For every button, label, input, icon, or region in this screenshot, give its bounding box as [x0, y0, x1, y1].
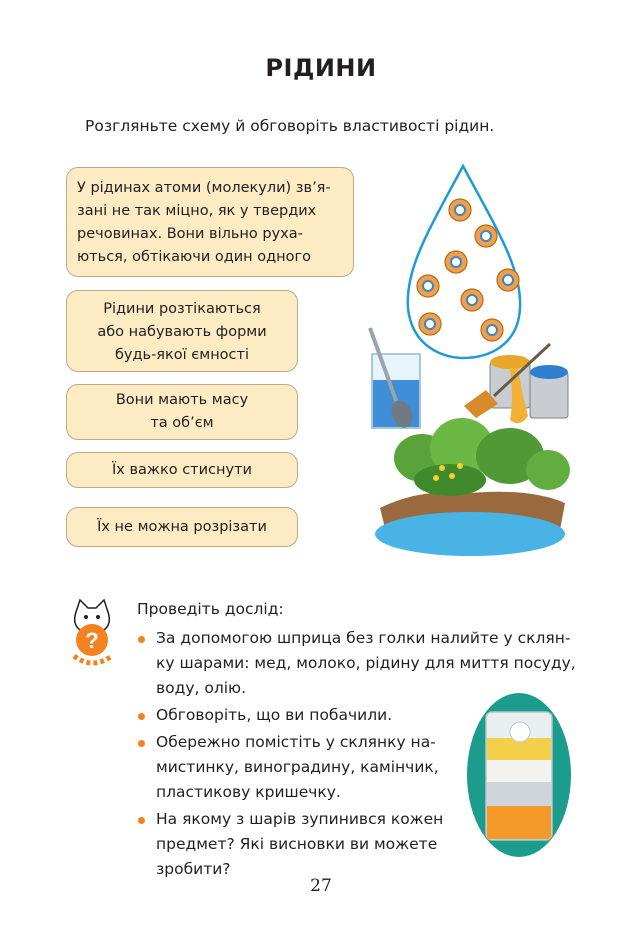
experiment-step: [138, 730, 456, 805]
bullet-icon: [138, 636, 145, 643]
property-box-molecules: [66, 167, 354, 277]
box-line: або набувають форми: [97, 324, 267, 340]
box-line: Їх важко стиснути: [112, 462, 252, 478]
step-line: воду, олію.: [156, 679, 247, 697]
question-cat-icon: [66, 598, 118, 668]
step-line: зробити?: [156, 860, 231, 878]
box-line: ються, обтікаючи один одного: [77, 249, 311, 265]
property-box-shape: [66, 290, 298, 372]
svg-text:?: ?: [85, 628, 99, 653]
bullet-icon: [138, 817, 145, 824]
layered-glass-icon: [464, 690, 574, 860]
step-line: Обговоріть, що ви побачили.: [156, 706, 393, 724]
bullet-icon: [138, 713, 145, 720]
experiment-heading: Проведіть дослід:: [137, 600, 284, 618]
experiment-steps: [138, 626, 576, 884]
experiment-step: [138, 807, 456, 882]
box-line: Їх не можна розрізати: [97, 519, 267, 535]
box-line: зані не так міцно, як у твердих: [77, 203, 317, 219]
property-box-mass: [66, 384, 298, 440]
step-line: Обережно помістіть у склянку на-: [156, 733, 436, 751]
property-box-compress: [66, 452, 298, 488]
box-line: будь-якої ємності: [114, 347, 249, 363]
box-line: речовинах. Вони вільно руха-: [77, 226, 303, 242]
bullet-icon: [138, 740, 145, 747]
water-glass-icon: [370, 328, 420, 431]
intro-text: Розгляньте схему й обговоріть властивості рідин.: [85, 117, 495, 135]
box-line: У рідинах атоми (молекули) зв’я-: [77, 180, 331, 196]
page-number: 27: [310, 876, 332, 896]
pond-landscape-icon: [375, 418, 570, 556]
box-line: Вони мають масу: [115, 392, 249, 408]
step-line: За допомогою шприца без голки налийте у склян-: [156, 629, 571, 647]
experiment-step: [138, 703, 456, 728]
experiment-step: [138, 626, 576, 701]
step-line: мистинку, виноградину, камінчик,: [156, 758, 439, 776]
page-title: РІДИНИ: [265, 54, 377, 82]
step-line: ку шарами: мед, молоко, рідину для миття посуду,: [156, 654, 576, 672]
box-line: та об’єм: [150, 415, 214, 431]
step-line: предмет? Які висновки ви можете: [156, 835, 438, 853]
liquids-illustration: [360, 158, 580, 568]
liquid-drop-icon: [408, 166, 520, 358]
box-line: Рідини розтікаються: [103, 301, 261, 317]
step-line: пластикову кришечку.: [156, 783, 341, 801]
property-box-cut: [66, 507, 298, 547]
step-line: На якому з шарів зупинився кожен: [156, 810, 444, 828]
